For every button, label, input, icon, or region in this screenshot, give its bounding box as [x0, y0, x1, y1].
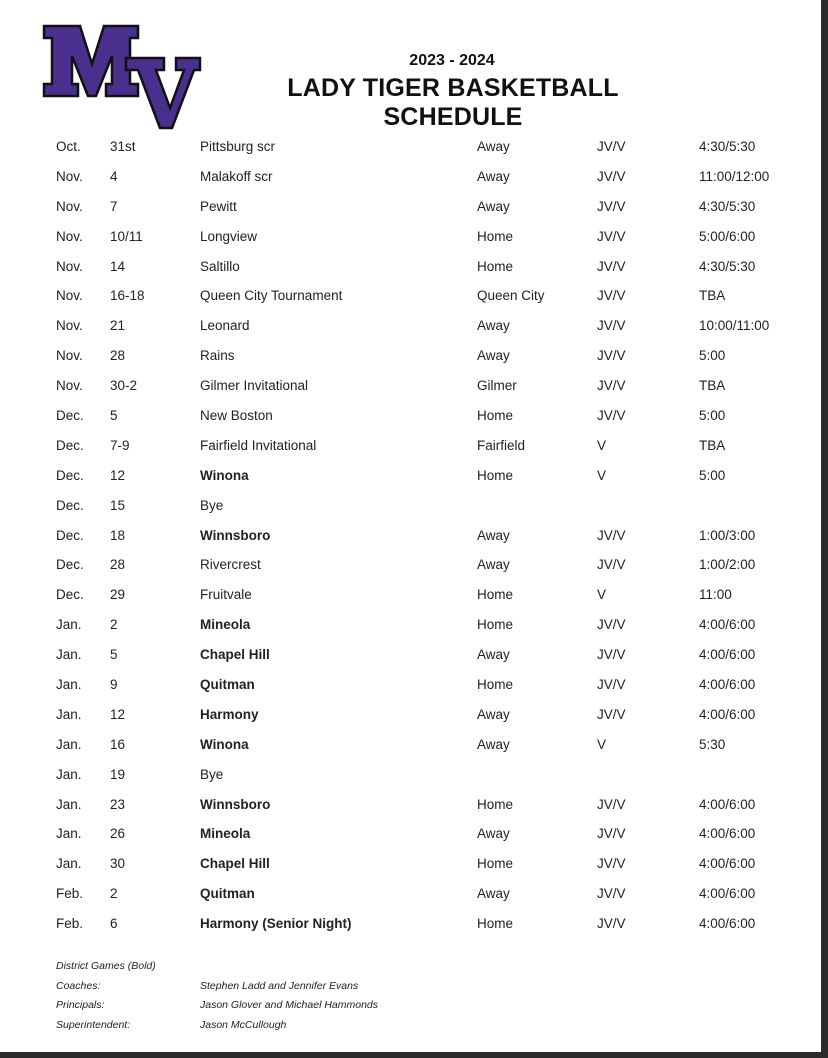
game-opponent: Chapel Hill [200, 856, 270, 872]
coaches-value: Stephen Ladd and Jennifer Evans [200, 979, 359, 992]
game-day: 16 [110, 736, 126, 752]
game-month: Nov. [56, 318, 83, 334]
game-month: Jan. [56, 647, 82, 663]
game-level: JV/V [597, 647, 626, 663]
season-label: 2023 - 2024 [409, 52, 495, 69]
schedule-row [0, 431, 821, 461]
game-day: 30 [110, 856, 126, 872]
game-month: Jan. [56, 617, 82, 633]
game-location: Away [477, 348, 510, 364]
footer-row-district [0, 958, 821, 978]
game-time: 4:00/6:00 [699, 916, 756, 932]
game-level: JV/V [597, 916, 626, 932]
schedule-row [0, 252, 821, 282]
footer-row-coaches [0, 978, 821, 998]
game-level: JV/V [597, 527, 626, 543]
footer-row-principals [0, 997, 821, 1017]
game-day: 12 [110, 706, 126, 722]
game-month: Jan. [56, 826, 82, 842]
game-level: JV/V [597, 348, 626, 364]
game-month: Dec. [56, 408, 84, 424]
game-month: Jan. [56, 766, 82, 782]
game-location: Home [477, 587, 514, 603]
schedule-row [0, 341, 821, 371]
game-location: Home [477, 467, 514, 483]
game-level: JV/V [597, 318, 626, 334]
game-month: Jan. [56, 856, 82, 872]
game-month: Nov. [56, 228, 83, 244]
schedule-row [0, 401, 821, 431]
game-day: 14 [110, 258, 126, 274]
game-level: JV/V [597, 557, 626, 573]
game-time: 4:00/6:00 [699, 886, 756, 902]
game-level: V [597, 467, 607, 483]
game-month: Oct. [56, 139, 81, 154]
game-level: JV/V [597, 886, 626, 902]
game-day: 15 [110, 497, 126, 513]
schedule-row [0, 849, 821, 879]
game-opponent: Rivercrest [200, 557, 261, 573]
game-level: JV/V [597, 826, 626, 842]
game-location: Home [477, 856, 514, 872]
game-location: Away [477, 139, 510, 154]
game-opponent: Longview [200, 228, 258, 244]
game-day: 2 [110, 886, 118, 902]
schedule-table [0, 132, 821, 939]
schedule-row [0, 281, 821, 311]
game-location: Away [477, 527, 510, 543]
game-opponent: Mineola [200, 617, 251, 633]
game-location: Away [477, 706, 510, 722]
game-time: 4:00/6:00 [699, 826, 756, 842]
game-day: 9 [110, 677, 118, 693]
game-time: TBA [699, 378, 726, 394]
schedule-row [0, 819, 821, 849]
schedule-row [0, 371, 821, 401]
game-time: TBA [699, 437, 726, 453]
principals-value: Jason Glover and Michael Hammonds [200, 999, 378, 1012]
game-time: 11:00/12:00 [699, 168, 770, 184]
game-location: Away [477, 647, 510, 663]
schedule-row [0, 461, 821, 491]
game-month: Jan. [56, 736, 82, 752]
game-level: V [597, 736, 607, 752]
game-location: Home [477, 258, 514, 274]
game-opponent: Quitman [200, 677, 255, 693]
game-time: 4:30/5:30 [699, 258, 756, 274]
game-time: 11:00 [699, 587, 732, 603]
game-time: 4:00/6:00 [699, 677, 756, 693]
mv-logo-graphic [42, 24, 202, 130]
schedule-row [0, 222, 821, 252]
game-opponent: Winnsboro [200, 527, 271, 543]
game-level: JV/V [597, 408, 626, 424]
schedule-row [0, 670, 821, 700]
game-location: Home [477, 677, 514, 693]
game-opponent: Fruitvale [200, 587, 252, 603]
game-level: JV/V [597, 796, 626, 812]
game-opponent: Fairfield Invitational [200, 437, 317, 453]
schedule-row [0, 192, 821, 222]
game-month: Dec. [56, 437, 84, 453]
game-location: Queen City [477, 288, 545, 304]
game-level: JV/V [597, 168, 626, 184]
game-level: JV/V [597, 617, 626, 633]
game-opponent: Quitman [200, 886, 255, 902]
game-time: 5:00/6:00 [699, 228, 756, 244]
game-day: 7-9 [110, 437, 130, 453]
game-time: 4:00/6:00 [699, 856, 756, 872]
game-location: Away [477, 557, 510, 573]
district-note: District Games (Bold) [56, 960, 156, 972]
game-opponent: Saltillo [200, 258, 240, 274]
game-day: 6 [110, 916, 118, 932]
game-opponent: Bye [200, 497, 224, 513]
game-location: Home [477, 408, 514, 424]
game-time: 5:00 [699, 348, 726, 364]
game-location: Gilmer [477, 378, 517, 394]
schedule-row [0, 879, 821, 909]
schedule-row [0, 550, 821, 580]
game-opponent: Leonard [200, 318, 250, 334]
game-month: Jan. [56, 706, 82, 722]
game-time: 1:00/3:00 [699, 527, 756, 543]
game-opponent: Pittsburg scr [200, 139, 276, 154]
game-level: JV/V [597, 856, 626, 872]
game-day: 16-18 [110, 288, 145, 304]
game-time: TBA [699, 288, 726, 304]
game-time: 5:30 [699, 736, 726, 752]
game-time: 5:00 [699, 467, 726, 483]
game-time: 4:30/5:30 [699, 139, 756, 154]
superintendent-value: Jason McCullough [200, 1018, 287, 1031]
game-opponent: Pewitt [200, 198, 237, 214]
superintendent-label: Superintendent: [56, 1018, 131, 1031]
game-location: Away [477, 736, 510, 752]
game-time: 4:00/6:00 [699, 647, 756, 663]
schedule-row [0, 162, 821, 192]
game-opponent: Bye [200, 766, 224, 782]
game-location: Away [477, 826, 510, 842]
game-opponent: Chapel Hill [200, 647, 270, 663]
game-month: Dec. [56, 557, 84, 573]
game-month: Nov. [56, 258, 83, 274]
game-location: Away [477, 168, 510, 184]
game-opponent: Winnsboro [200, 796, 271, 812]
game-day: 23 [110, 796, 126, 812]
game-opponent: New Boston [200, 408, 273, 424]
game-time: 10:00/11:00 [699, 318, 770, 334]
game-opponent: Winona [200, 736, 249, 752]
schedule-row [0, 730, 821, 760]
game-level: JV/V [597, 378, 626, 394]
game-month: Jan. [56, 677, 82, 693]
game-month: Nov. [56, 198, 83, 214]
game-opponent: Harmony [200, 706, 259, 722]
game-month: Dec. [56, 467, 84, 483]
game-day: 4 [110, 168, 118, 184]
game-level: JV/V [597, 677, 626, 693]
game-time: 4:00/6:00 [699, 617, 756, 633]
game-level: V [597, 437, 607, 453]
game-day: 26 [110, 826, 126, 842]
game-level: JV/V [597, 258, 626, 274]
game-location: Home [477, 916, 514, 932]
game-time: 4:00/6:00 [699, 706, 756, 722]
schedule-row [0, 311, 821, 341]
game-opponent: Malakoff scr [200, 168, 273, 184]
schedule-row [0, 909, 821, 939]
game-location: Fairfield [477, 437, 526, 453]
game-day: 2 [110, 617, 118, 633]
game-month: Dec. [56, 587, 84, 603]
schedule-row [0, 700, 821, 730]
game-level: JV/V [597, 228, 626, 244]
game-opponent: Gilmer Invitational [200, 378, 309, 394]
schedule-row [0, 132, 821, 162]
game-time: 4:30/5:30 [699, 198, 756, 214]
game-month: Dec. [56, 527, 84, 543]
game-level: JV/V [597, 198, 626, 214]
coaches-label: Coaches: [56, 979, 101, 992]
game-day: 5 [110, 647, 118, 663]
game-month: Feb. [56, 916, 84, 932]
game-opponent: Winona [200, 467, 249, 483]
game-opponent: Harmony (Senior Night) [200, 916, 352, 932]
schedule-row [0, 640, 821, 670]
schedule-row [0, 790, 821, 820]
game-level: JV/V [597, 288, 626, 304]
game-day: 7 [110, 198, 118, 214]
game-level: JV/V [597, 139, 626, 154]
game-day: 28 [110, 557, 126, 573]
game-location: Away [477, 318, 510, 334]
schedule-row [0, 491, 821, 521]
game-level: JV/V [597, 706, 626, 722]
game-day: 28 [110, 348, 126, 364]
game-location: Home [477, 228, 514, 244]
game-month: Feb. [56, 886, 84, 902]
game-day: 31st [110, 139, 136, 154]
game-month: Nov. [56, 168, 83, 184]
game-day: 29 [110, 587, 126, 603]
game-day: 18 [110, 527, 126, 543]
game-month: Nov. [56, 288, 83, 304]
footer-row-superintendent [0, 1017, 821, 1037]
game-month: Nov. [56, 378, 83, 394]
principals-label: Principals: [56, 999, 105, 1012]
mv-logo [42, 24, 202, 130]
game-time: 1:00/2:00 [699, 557, 756, 573]
game-month: Nov. [56, 348, 83, 364]
game-month: Jan. [56, 796, 82, 812]
game-level: V [597, 587, 607, 603]
game-opponent: Queen City Tournament [200, 288, 343, 304]
schedule-row [0, 610, 821, 640]
game-month: Dec. [56, 497, 84, 513]
game-day: 12 [110, 467, 126, 483]
game-opponent: Mineola [200, 826, 251, 842]
footer-notes [0, 958, 821, 1036]
game-day: 10/11 [110, 228, 143, 244]
schedule-row [0, 521, 821, 551]
schedule-row [0, 580, 821, 610]
game-day: 19 [110, 766, 126, 782]
game-location: Home [477, 796, 514, 812]
game-day: 21 [110, 318, 126, 334]
game-day: 30-2 [110, 378, 138, 394]
game-opponent: Rains [200, 348, 235, 364]
schedule-row [0, 760, 821, 790]
page-title: LADY TIGER BASKETBALL SCHEDULE [287, 74, 619, 131]
game-time: 4:00/6:00 [699, 796, 756, 812]
game-location: Away [477, 886, 510, 902]
game-day: 5 [110, 408, 118, 424]
game-location: Away [477, 198, 510, 214]
game-location: Home [477, 617, 514, 633]
game-time: 5:00 [699, 408, 726, 424]
